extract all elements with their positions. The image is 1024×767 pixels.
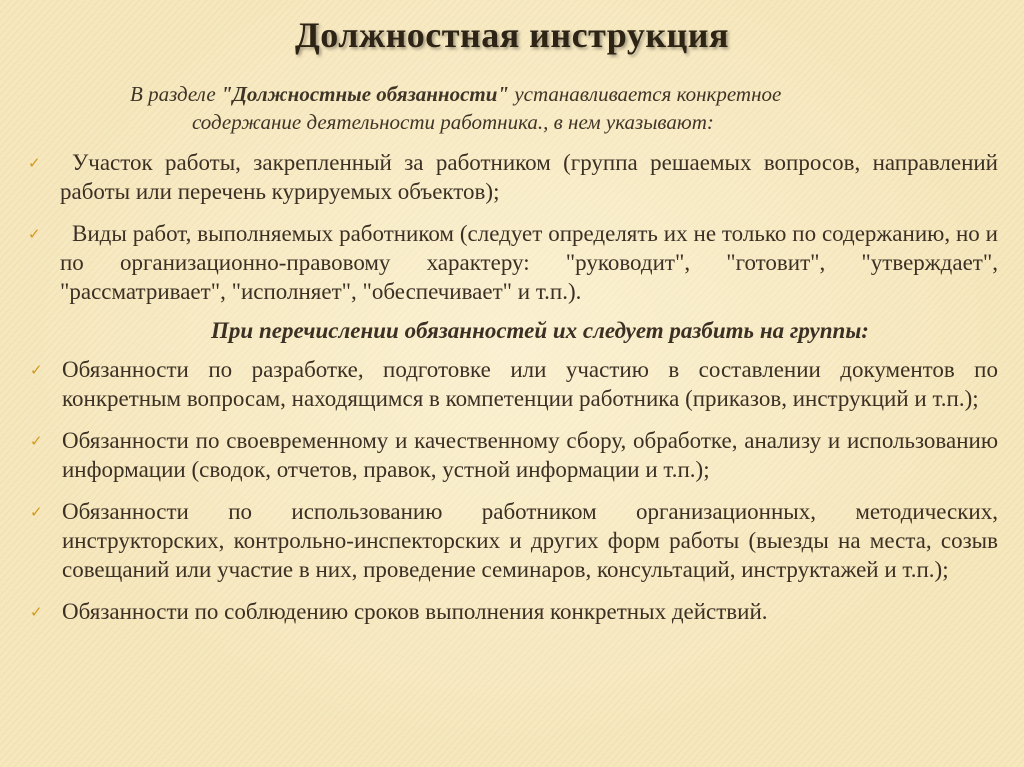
list-item <box>22 148 998 206</box>
list-item-text: Обязанности по использованию работником организационных, методических, инструкторских, контрольно-инспекторских и других форм работы (выезды на места, созыв совещаний или участие в них, проведение семинаров, консультаций, инструктажей и т.п.); <box>62 499 998 582</box>
list-item <box>22 597 998 626</box>
list-item <box>22 497 998 584</box>
list-item-text: Обязанности по соблюдению сроков выполнения конкретных действий. <box>62 599 768 624</box>
groups-subheading: При перечислении обязанностей их следует разбить на группы: <box>211 318 869 343</box>
checkmark-icon: ✓ <box>28 225 41 243</box>
intro-lead: В разделе <box>130 82 221 106</box>
list-item-text: Участок работы, закрепленный за работником (группа решаемых вопросов, направлений работы или перечень курируемых объектов); <box>60 150 998 204</box>
slide-title: Должностная инструкция <box>294 15 730 55</box>
checkmark-icon: ✓ <box>30 503 43 521</box>
intro-line-2: содержание деятельности работника., в нем указывают: <box>192 110 714 134</box>
intro-quoted-section: "Должностные обязанности" <box>220 82 510 106</box>
checkmark-icon: ✓ <box>30 603 43 621</box>
list-item-text: Виды работ, выполняемых работником (следует определять их не только по содержанию, но и по организационно-правовому характеру: "руководит", "готовит", "утверждает", "рассматривает", "исполняет", "обеспечивает" и т.п.). <box>60 221 998 304</box>
list-item <box>22 426 998 484</box>
list-item <box>22 355 998 413</box>
list-item <box>22 219 998 306</box>
list-item-text: Обязанности по разработке, подготовке или участию в составлении документов по конкретным вопросам, находящимся в компетенции работника (приказов, инструкций и т.п.); <box>62 357 998 411</box>
bullet-list <box>22 148 998 639</box>
checkmark-icon: ✓ <box>30 361 43 379</box>
list-item-text: Обязанности по своевременному и качественному сбору, обработке, анализу и использованию информации (сводок, отчетов, правок, устной информации и т.п.); <box>62 428 998 482</box>
checkmark-icon: ✓ <box>30 432 43 450</box>
intro-paragraph <box>130 80 950 136</box>
checkmark-icon: ✓ <box>28 154 41 172</box>
intro-rest: устанавливается конкретное <box>509 82 782 106</box>
